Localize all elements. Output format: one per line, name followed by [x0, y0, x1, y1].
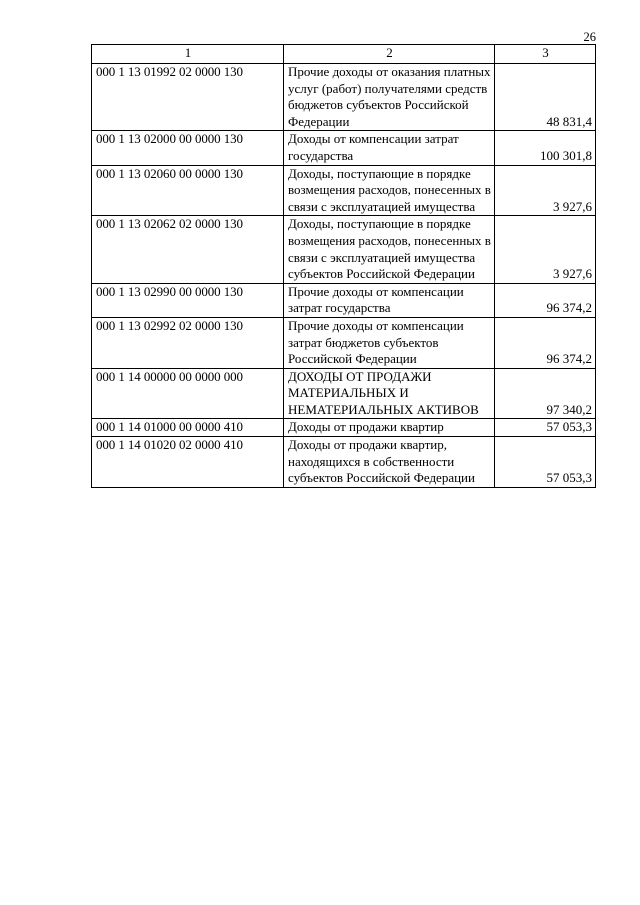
- budget-revenue-table: [91, 44, 596, 488]
- amount-cell: 3 927,6: [495, 216, 596, 283]
- budget-code-cell: 000 1 13 01992 02 0000 130: [92, 64, 284, 131]
- header-col-3: 3: [495, 45, 596, 64]
- budget-code-cell: 000 1 13 02992 02 0000 130: [92, 317, 284, 368]
- budget-code-cell: 000 1 13 02000 00 0000 130: [92, 131, 284, 165]
- table-row: [92, 64, 596, 131]
- budget-code-cell: 000 1 14 01020 02 0000 410: [92, 437, 284, 488]
- amount-cell: 96 374,2: [495, 317, 596, 368]
- budget-code-cell: 000 1 14 01000 00 0000 410: [92, 419, 284, 437]
- table-row: [92, 131, 596, 165]
- revenue-name-cell: Доходы от продажи квартир, находящихся в собственности субъектов Российской Федерации: [284, 437, 495, 488]
- revenue-name-cell: Прочие доходы от оказания платных услуг (работ) получателями средств бюджетов субъектов Российской Федерации: [284, 64, 495, 131]
- budget-code-cell: 000 1 13 02990 00 0000 130: [92, 283, 284, 317]
- revenue-name-cell: Доходы от продажи квартир: [284, 419, 495, 437]
- amount-cell: 48 831,4: [495, 64, 596, 131]
- amount-cell: 97 340,2: [495, 368, 596, 419]
- revenue-name-cell: Прочие доходы от компенсации затрат бюджетов субъектов Российской Федерации: [284, 317, 495, 368]
- revenue-name-cell: Прочие доходы от компенсации затрат государства: [284, 283, 495, 317]
- budget-code-cell: 000 1 13 02060 00 0000 130: [92, 165, 284, 216]
- table-row: [92, 368, 596, 419]
- budget-code-cell: 000 1 13 02062 02 0000 130: [92, 216, 284, 283]
- revenue-name-cell: ДОХОДЫ ОТ ПРОДАЖИ МАТЕРИАЛЬНЫХ И НЕМАТЕРИАЛЬНЫХ АКТИВОВ: [284, 368, 495, 419]
- amount-cell: 57 053,3: [495, 437, 596, 488]
- revenue-name-cell: Доходы, поступающие в порядке возмещения расходов, понесенных в связи с эксплуатацией имущества: [284, 165, 495, 216]
- table-row: [92, 216, 596, 283]
- table-row: [92, 165, 596, 216]
- amount-cell: 96 374,2: [495, 283, 596, 317]
- table-row: [92, 283, 596, 317]
- table-row: [92, 317, 596, 368]
- amount-cell: 3 927,6: [495, 165, 596, 216]
- table-row: [92, 437, 596, 488]
- revenue-name-cell: Доходы от компенсации затрат государства: [284, 131, 495, 165]
- amount-cell: 57 053,3: [495, 419, 596, 437]
- header-col-2: 2: [284, 45, 495, 64]
- table-header-row: [92, 45, 596, 64]
- amount-cell: 100 301,8: [495, 131, 596, 165]
- table-row: [92, 419, 596, 437]
- page-number: 26: [583, 30, 596, 44]
- revenue-name-cell: Доходы, поступающие в порядке возмещения расходов, понесенных в связи с эксплуатацией имущества субъектов Российской Федерации: [284, 216, 495, 283]
- budget-code-cell: 000 1 14 00000 00 0000 000: [92, 368, 284, 419]
- header-col-1: 1: [92, 45, 284, 64]
